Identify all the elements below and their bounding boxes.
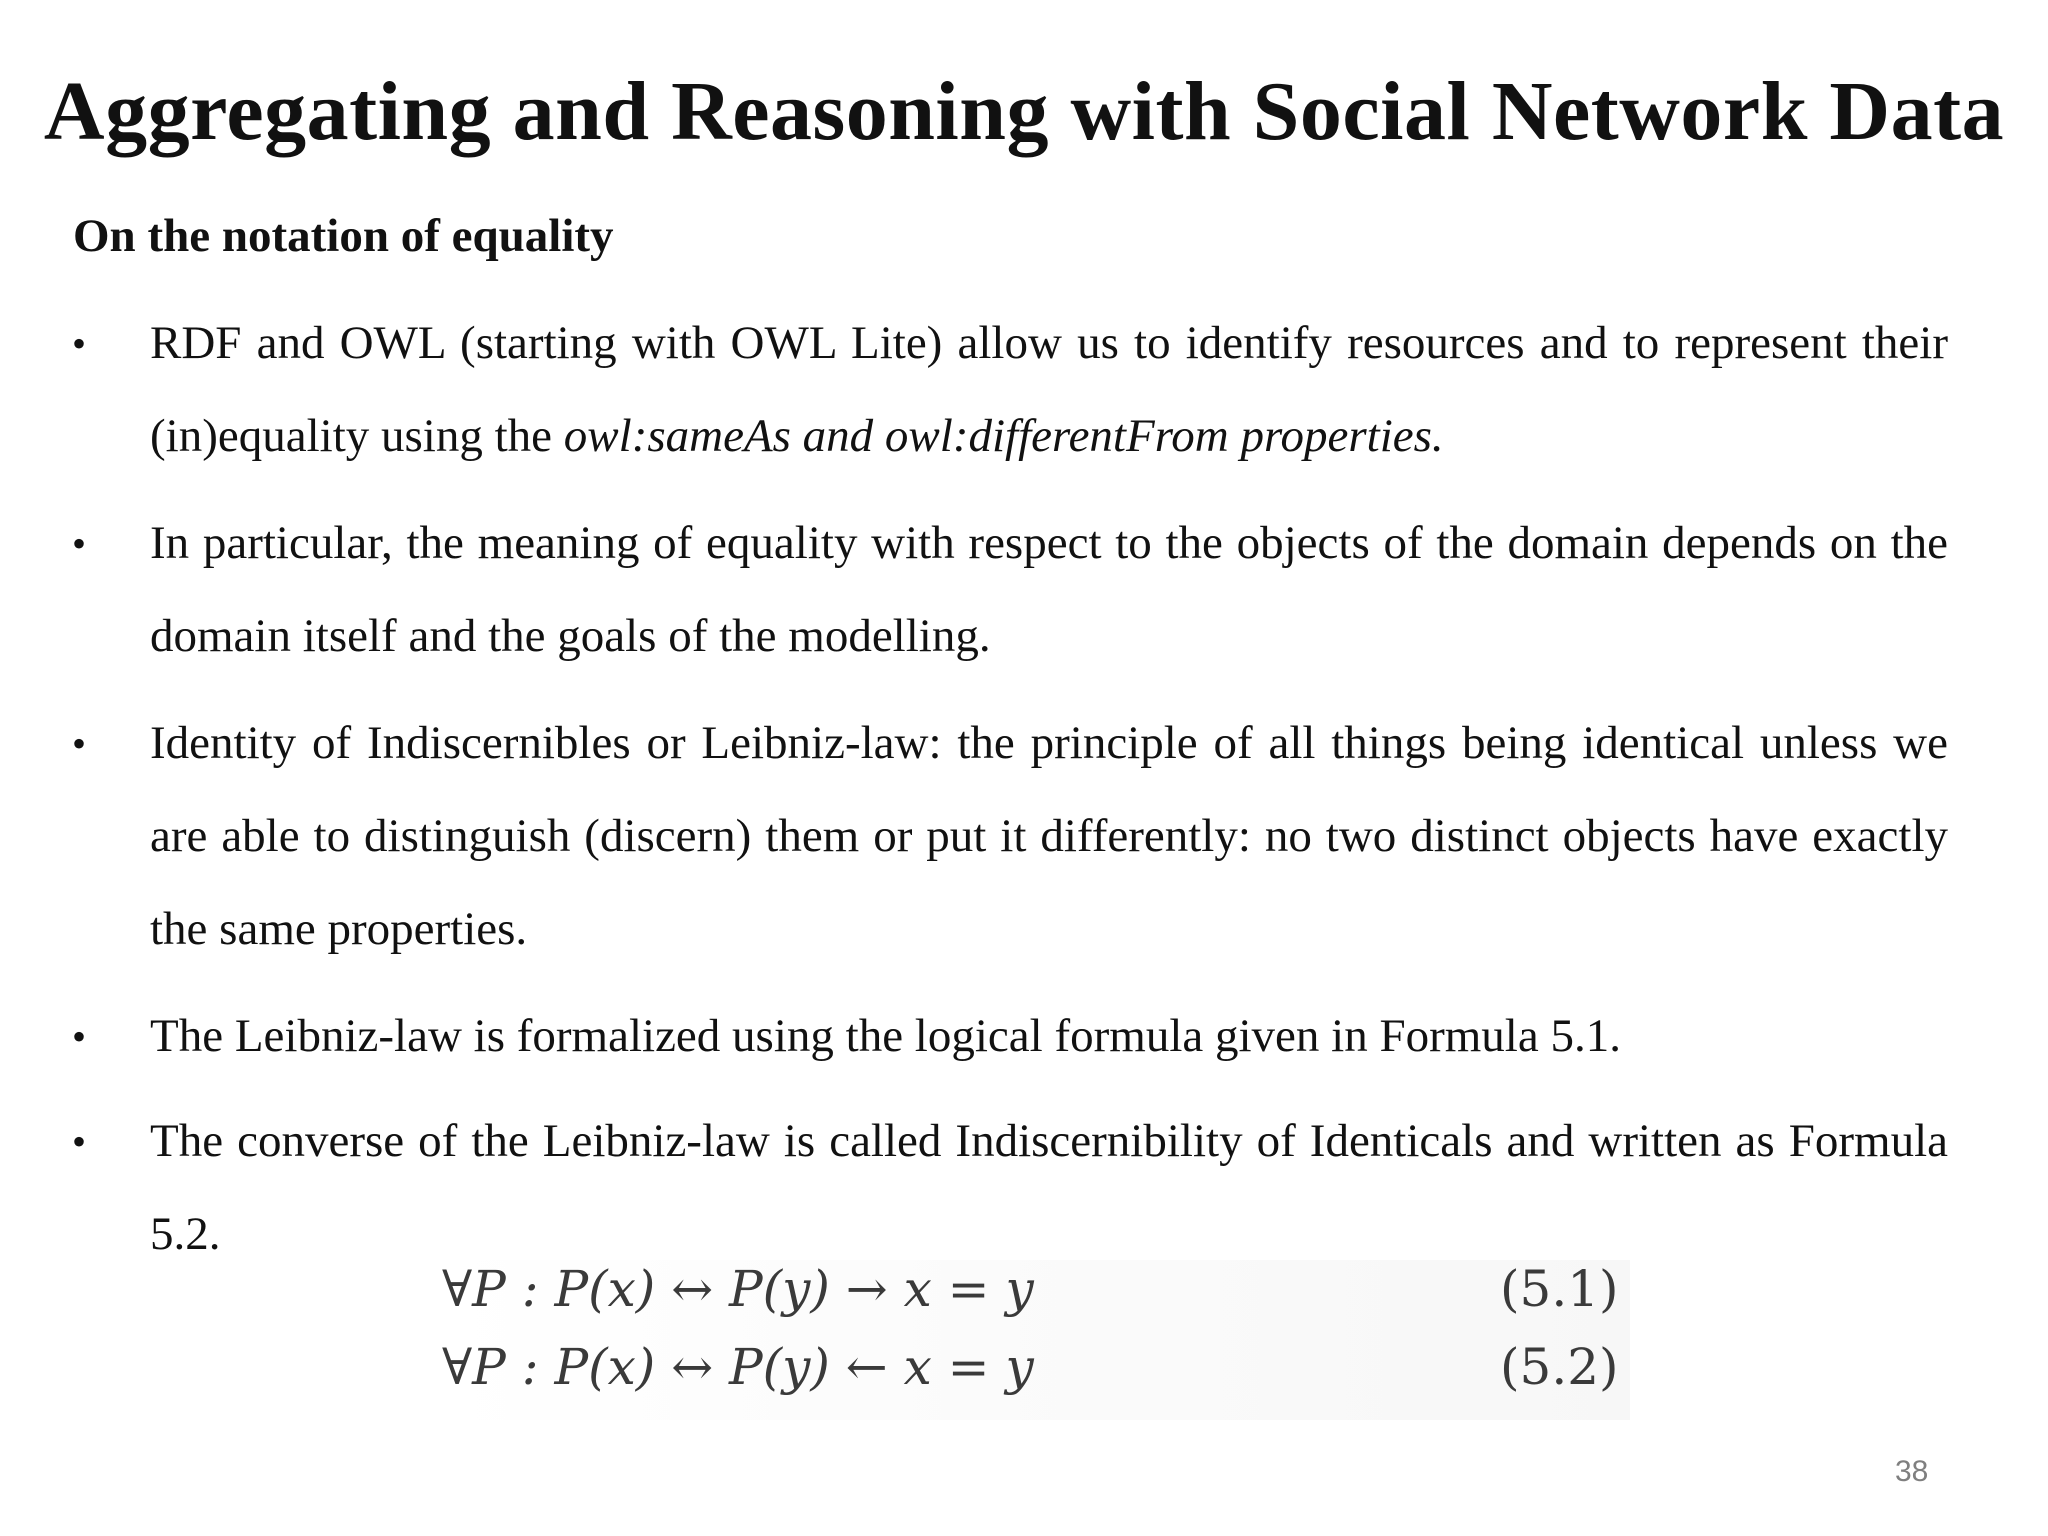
bullet-text: The converse of the Leibniz-law is called Indiscernibility of Identicals and written as Formula 5.2. [150,1115,1948,1260]
bullet-marker: • [72,1119,87,1164]
bullet-italic-text: owl:sameAs and owl:differentFrom properties. [563,410,1444,462]
formula-label: (5.1) [1500,1260,1619,1318]
bullet-text: The Leibniz-law is formalized using the logical formula given in Formula 5.1. [150,1010,1621,1062]
bullet-text: Identity of Indiscernibles or Leibniz-law: the principle of all things being identical unless we are able to distinguish (discern) them or put it differently: no two distinct objects have exactly the same properties. [150,717,1948,955]
formula-label: (5.2) [1500,1338,1619,1396]
formula-expression: ∀P : P(x) ↔ P(y) → x = y [442,1260,1034,1318]
formula-5-1 [440,1260,1630,1336]
bullet-marker: • [72,721,87,766]
formula-expression: ∀P : P(x) ↔ P(y) ← x = y [442,1338,1034,1396]
bullet-item-rdf-owl [150,297,1948,483]
formula-5-2 [440,1338,1630,1414]
bullet-marker: • [72,1014,87,1059]
page-number: 38 [1895,1455,1929,1488]
bullet-item-identity-of-indiscernibles [150,697,1948,976]
bullet-marker: • [72,521,87,566]
bullet-marker: • [72,321,87,366]
slide-title: Aggregating and Reasoning with Social Network Data [43,65,2005,158]
bullet-item-leibniz-formalized [150,990,1948,1083]
formula-block [440,1260,1630,1420]
bullet-text: RDF and OWL (starting with OWL Lite) allow us to identify resources and to represent their (in)equality using the [150,317,1948,462]
bullet-text: In particular, the meaning of equality with respect to the objects of the domain depends on the domain itself and the goals of the modelling. [150,517,1948,662]
bullet-item-meaning-of-equality [150,497,1948,683]
section-subtitle: On the notation of equality [73,210,614,262]
bullet-item-converse-leibniz [150,1095,1948,1281]
